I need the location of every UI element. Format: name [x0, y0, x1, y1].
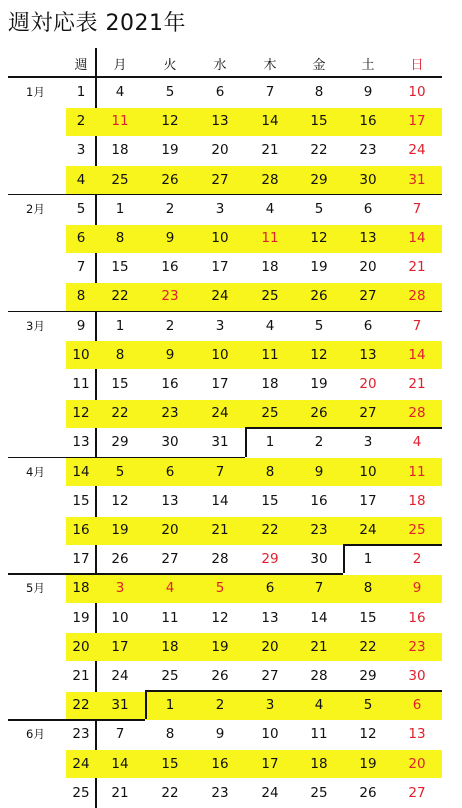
week-number: 22 — [72, 697, 90, 714]
day-cell: 12 — [211, 609, 229, 626]
day-cell: 27 — [261, 668, 279, 684]
day-cell: 23 — [161, 405, 179, 422]
day-cell: 19 — [111, 522, 129, 538]
day-cell: 29 — [359, 668, 377, 684]
day-cell: 22 — [111, 288, 129, 305]
day-cell: 4 — [412, 434, 422, 451]
day-cell: 14 — [211, 492, 229, 509]
week-number: 2 — [76, 113, 86, 130]
day-cell: 17 — [359, 492, 377, 509]
day-cell: 14 — [408, 230, 426, 246]
day-cell: 6 — [412, 697, 422, 714]
day-cell: 15 — [359, 609, 377, 626]
week-number: 11 — [72, 376, 90, 392]
day-cell: 10 — [211, 230, 229, 246]
day-cell: 30 — [310, 551, 328, 568]
day-cell: 30 — [408, 668, 426, 684]
day-cell: 9 — [412, 580, 422, 597]
day-cell: 10 — [408, 84, 426, 100]
day-cell: 6 — [265, 580, 275, 597]
day-cell: 28 — [261, 171, 279, 188]
day-cell: 3 — [215, 200, 225, 217]
day-cell: 19 — [211, 638, 229, 655]
day-cell: 16 — [310, 492, 328, 509]
boundary-line — [145, 690, 147, 719]
day-cell: 26 — [359, 784, 377, 801]
day-cell: 21 — [261, 142, 279, 159]
day-cell: 19 — [310, 259, 328, 276]
day-cell: 7 — [314, 580, 324, 597]
day-cell: 28 — [310, 668, 328, 684]
day-cell: 26 — [310, 405, 328, 422]
day-cell: 4 — [265, 317, 275, 334]
day-cell: 11 — [161, 609, 179, 626]
day-cell: 3 — [115, 580, 125, 597]
day-cell: 28 — [408, 288, 426, 305]
header-day-3: 木 — [263, 58, 277, 73]
day-cell: 22 — [111, 405, 129, 422]
day-cell: 26 — [161, 171, 179, 188]
day-cell: 2 — [165, 317, 175, 334]
week-number: 12 — [72, 405, 90, 422]
day-cell: 21 — [111, 784, 129, 801]
day-cell: 27 — [161, 551, 179, 568]
day-cell: 8 — [115, 230, 125, 246]
header-day-5: 土 — [361, 58, 375, 73]
day-cell: 5 — [165, 84, 175, 100]
day-cell: 3 — [265, 697, 275, 714]
day-cell: 23 — [161, 288, 179, 305]
day-cell: 7 — [412, 200, 422, 217]
day-cell: 14 — [261, 113, 279, 130]
day-cell: 11 — [408, 463, 426, 480]
month-label: 5月 — [26, 581, 45, 596]
day-cell: 20 — [408, 755, 426, 772]
day-cell: 25 — [161, 668, 179, 684]
page-title: 週対応表 2021年 — [8, 11, 186, 36]
day-cell: 31 — [111, 697, 129, 714]
day-cell: 17 — [111, 638, 129, 655]
day-cell: 24 — [359, 522, 377, 538]
day-cell: 18 — [161, 638, 179, 655]
day-cell: 11 — [261, 346, 279, 363]
day-cell: 15 — [261, 492, 279, 509]
day-cell: 21 — [211, 522, 229, 538]
day-cell: 11 — [111, 113, 129, 130]
day-cell: 10 — [359, 463, 377, 480]
day-cell: 2 — [314, 434, 324, 451]
day-cell: 1 — [265, 434, 275, 451]
day-cell: 3 — [363, 434, 373, 451]
day-cell: 30 — [161, 434, 179, 451]
day-cell: 18 — [261, 376, 279, 392]
week-number: 13 — [72, 434, 90, 451]
day-cell: 13 — [408, 726, 426, 743]
day-cell: 13 — [359, 346, 377, 363]
month-label: 2月 — [26, 201, 45, 216]
day-cell: 18 — [261, 259, 279, 276]
day-cell: 26 — [211, 668, 229, 684]
boundary-line — [8, 311, 442, 313]
day-cell: 26 — [111, 551, 129, 568]
boundary-line — [343, 544, 442, 546]
day-cell: 22 — [359, 638, 377, 655]
boundary-line — [8, 194, 442, 196]
day-cell: 22 — [261, 522, 279, 538]
day-cell: 9 — [215, 726, 225, 743]
week-number: 17 — [72, 551, 90, 568]
day-cell: 23 — [359, 142, 377, 159]
day-cell: 1 — [165, 697, 175, 714]
day-cell: 12 — [161, 113, 179, 130]
week-number: 10 — [72, 346, 90, 363]
day-cell: 10 — [211, 346, 229, 363]
week-number: 16 — [72, 522, 90, 538]
day-cell: 21 — [310, 638, 328, 655]
day-cell: 12 — [111, 492, 129, 509]
day-cell: 24 — [211, 405, 229, 422]
day-cell: 21 — [408, 376, 426, 392]
month-label: 4月 — [26, 464, 45, 479]
day-cell: 2 — [165, 200, 175, 217]
day-cell: 22 — [310, 142, 328, 159]
day-cell: 13 — [161, 492, 179, 509]
day-cell: 16 — [161, 376, 179, 392]
day-cell: 15 — [111, 259, 129, 276]
day-cell: 25 — [261, 405, 279, 422]
header-day-1: 火 — [163, 58, 177, 73]
week-number: 7 — [76, 259, 86, 276]
day-cell: 25 — [111, 171, 129, 188]
day-cell: 24 — [211, 288, 229, 305]
day-cell: 17 — [408, 113, 426, 130]
day-cell: 27 — [359, 405, 377, 422]
day-cell: 4 — [314, 697, 324, 714]
day-cell: 14 — [408, 346, 426, 363]
boundary-line — [245, 427, 442, 429]
day-cell: 8 — [165, 726, 175, 743]
day-cell: 12 — [310, 230, 328, 246]
day-cell: 6 — [165, 463, 175, 480]
day-cell: 7 — [265, 84, 275, 100]
day-cell: 24 — [408, 142, 426, 159]
day-cell: 6 — [215, 84, 225, 100]
day-cell: 31 — [408, 171, 426, 188]
header-day-4: 金 — [312, 58, 326, 73]
day-cell: 27 — [408, 784, 426, 801]
day-cell: 20 — [359, 259, 377, 276]
boundary-line — [343, 544, 345, 573]
header-day-2: 水 — [213, 58, 227, 73]
day-cell: 27 — [211, 171, 229, 188]
day-cell: 3 — [215, 317, 225, 334]
day-cell: 15 — [161, 755, 179, 772]
day-cell: 16 — [359, 113, 377, 130]
header-day-6: 日 — [410, 58, 424, 73]
day-cell: 6 — [363, 317, 373, 334]
day-cell: 10 — [261, 726, 279, 743]
day-cell: 8 — [115, 346, 125, 363]
month-label: 3月 — [26, 318, 45, 333]
header-week: 週 — [74, 58, 88, 73]
week-number: 9 — [76, 317, 86, 334]
day-cell: 21 — [408, 259, 426, 276]
day-cell: 28 — [211, 551, 229, 568]
week-number: 5 — [76, 200, 86, 217]
boundary-line — [145, 690, 442, 692]
day-cell: 23 — [211, 784, 229, 801]
day-cell: 25 — [310, 784, 328, 801]
day-cell: 12 — [359, 726, 377, 743]
day-cell: 15 — [111, 376, 129, 392]
day-cell: 22 — [161, 784, 179, 801]
day-cell: 8 — [363, 580, 373, 597]
day-cell: 9 — [363, 84, 373, 100]
day-cell: 7 — [115, 726, 125, 743]
day-cell: 25 — [408, 522, 426, 538]
boundary-line — [8, 719, 145, 721]
day-cell: 8 — [265, 463, 275, 480]
day-cell: 17 — [211, 259, 229, 276]
week-number: 21 — [72, 668, 90, 684]
week-number: 20 — [72, 638, 90, 655]
boundary-line — [8, 457, 245, 459]
day-cell: 11 — [310, 726, 328, 743]
day-cell: 18 — [310, 755, 328, 772]
day-cell: 27 — [359, 288, 377, 305]
day-cell: 20 — [211, 142, 229, 159]
day-cell: 23 — [408, 638, 426, 655]
day-cell: 24 — [111, 668, 129, 684]
day-cell: 23 — [310, 522, 328, 538]
week-number: 4 — [76, 171, 86, 188]
month-label: 1月 — [26, 85, 45, 99]
week-number: 8 — [76, 288, 86, 305]
day-cell: 1 — [115, 200, 125, 217]
day-cell: 20 — [161, 522, 179, 538]
day-cell: 29 — [111, 434, 129, 451]
day-cell: 17 — [261, 755, 279, 772]
day-cell: 19 — [310, 376, 328, 392]
day-cell: 5 — [215, 580, 225, 597]
day-cell: 1 — [115, 317, 125, 334]
week-number: 14 — [72, 463, 90, 480]
week-number: 15 — [72, 492, 90, 509]
day-cell: 26 — [310, 288, 328, 305]
day-cell: 5 — [314, 317, 324, 334]
day-cell: 29 — [261, 551, 279, 568]
day-cell: 16 — [161, 259, 179, 276]
week-number: 19 — [72, 609, 90, 626]
week-number: 6 — [76, 230, 86, 246]
day-cell: 7 — [412, 317, 422, 334]
week-number: 24 — [72, 755, 90, 772]
boundary-line — [245, 427, 247, 456]
day-cell: 16 — [408, 609, 426, 626]
day-cell: 13 — [359, 230, 377, 246]
day-cell: 15 — [310, 113, 328, 130]
day-cell: 2 — [215, 697, 225, 714]
day-cell: 8 — [314, 84, 324, 100]
day-cell: 29 — [310, 171, 328, 188]
day-cell: 11 — [261, 230, 279, 246]
day-cell: 18 — [111, 142, 129, 159]
day-cell: 20 — [261, 638, 279, 655]
day-cell: 4 — [265, 200, 275, 217]
day-cell: 5 — [115, 463, 125, 480]
week-number: 1 — [76, 84, 86, 100]
day-cell: 12 — [310, 346, 328, 363]
week-number: 3 — [76, 142, 86, 159]
month-label: 6月 — [26, 727, 45, 742]
week-number: 25 — [72, 784, 90, 801]
boundary-line — [8, 76, 442, 78]
day-cell: 5 — [363, 697, 373, 714]
day-cell: 13 — [261, 609, 279, 626]
header-day-0: 月 — [113, 58, 127, 73]
day-cell: 10 — [111, 609, 129, 626]
week-number: 18 — [72, 580, 90, 597]
day-cell: 20 — [359, 376, 377, 392]
day-cell: 24 — [261, 784, 279, 801]
day-cell: 4 — [115, 84, 125, 100]
day-cell: 13 — [211, 113, 229, 130]
day-cell: 17 — [211, 376, 229, 392]
day-cell: 16 — [211, 755, 229, 772]
day-cell: 4 — [165, 580, 175, 597]
day-cell: 7 — [215, 463, 225, 480]
day-cell: 9 — [165, 346, 175, 363]
week-number: 23 — [72, 726, 90, 743]
day-cell: 1 — [363, 551, 373, 568]
day-cell: 25 — [261, 288, 279, 305]
day-cell: 28 — [408, 405, 426, 422]
day-cell: 14 — [310, 609, 328, 626]
day-cell: 9 — [314, 463, 324, 480]
day-cell: 19 — [161, 142, 179, 159]
boundary-line — [8, 573, 343, 575]
day-cell: 19 — [359, 755, 377, 772]
day-cell: 30 — [359, 171, 377, 188]
day-cell: 18 — [408, 492, 426, 509]
day-cell: 9 — [165, 230, 175, 246]
day-cell: 5 — [314, 200, 324, 217]
day-cell: 2 — [412, 551, 422, 568]
day-cell: 31 — [211, 434, 229, 451]
day-cell: 14 — [111, 755, 129, 772]
day-cell: 6 — [363, 200, 373, 217]
